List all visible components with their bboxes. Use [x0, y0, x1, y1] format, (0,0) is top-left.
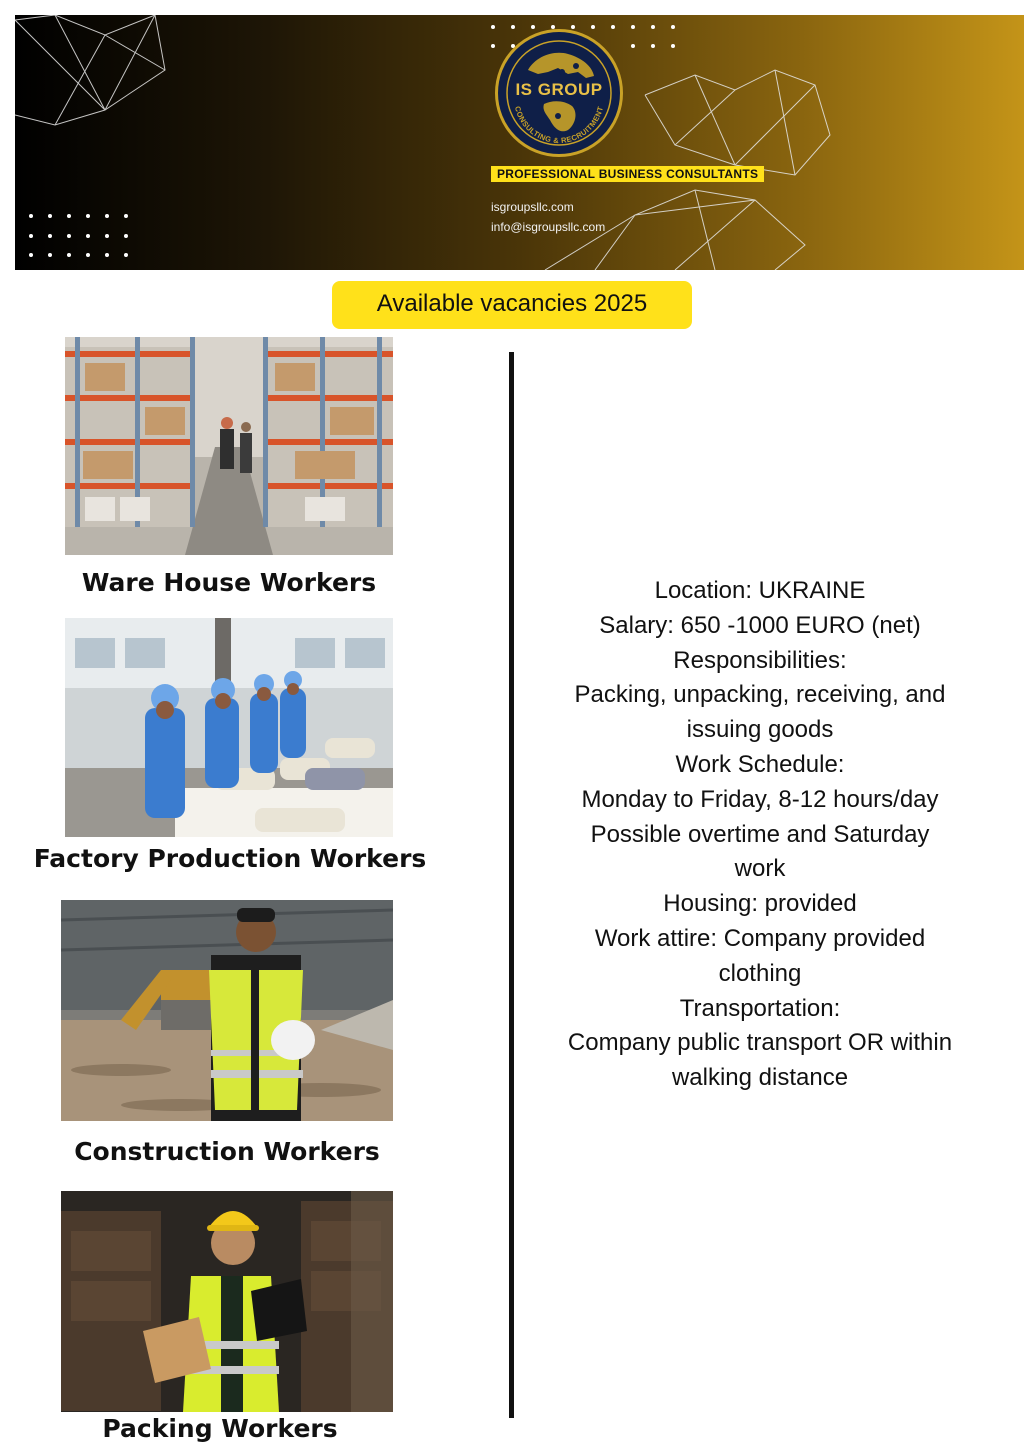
warehouse-photo: [65, 337, 393, 555]
detail-housing: Housing: provided: [663, 890, 857, 918]
job-details: [518, 574, 1002, 1096]
company-logo: [495, 29, 623, 157]
detail-transport-line2: walking distance: [671, 1064, 849, 1092]
detail-schedule-line3: work: [734, 855, 786, 883]
logo-subtitle: CONSULTING & RECRUITMENT: [512, 105, 606, 146]
detail-attire-line1: Work attire: Company provided: [594, 924, 926, 952]
detail-schedule-line1: Monday to Friday, 8-12 hours/day: [581, 785, 939, 813]
detail-responsibilities-line2: issuing goods: [686, 716, 834, 744]
detail-schedule-heading: Work Schedule:: [675, 750, 845, 778]
website-link[interactable]: isgroupsllc.com: [491, 200, 574, 214]
detail-transport-heading: Transportation:: [679, 994, 841, 1022]
detail-responsibilities-line1: Packing, unpacking, receiving, and: [574, 681, 946, 709]
job-caption-packing: Packing Workers: [102, 1414, 338, 1443]
construction-photo: [61, 900, 393, 1121]
detail-transport-line1: Company public transport OR within: [567, 1029, 953, 1057]
tagline-badge: PROFESSIONAL BUSINESS CONSULTANTS: [491, 166, 764, 182]
email-link[interactable]: info@isgroupsllc.com: [491, 220, 606, 234]
header-banner: [15, 15, 1024, 270]
logo-subtitle-ring: [498, 32, 620, 154]
page-title: Available vacancies 2025: [332, 281, 692, 329]
detail-responsibilities-heading: Responsibilities:: [673, 646, 847, 674]
svg-text:CONSULTING & RECRUITMENT: [513, 105, 605, 145]
factory-photo: [65, 618, 393, 837]
logo-name: IS GROUP: [515, 80, 603, 99]
detail-location: Location: UKRAINE: [654, 577, 866, 604]
packing-photo: [61, 1191, 393, 1412]
job-caption-construction: Construction Workers: [74, 1137, 380, 1166]
detail-schedule-line2: Possible overtime and Saturday: [590, 820, 930, 848]
detail-salary: Salary: 650 -1000 EURO (net): [599, 611, 921, 639]
job-caption-warehouse: Ware House Workers: [81, 568, 377, 597]
job-caption-factory: Factory Production Workers: [33, 844, 427, 873]
column-divider: [509, 352, 514, 1418]
detail-attire-line2: clothing: [718, 959, 802, 987]
